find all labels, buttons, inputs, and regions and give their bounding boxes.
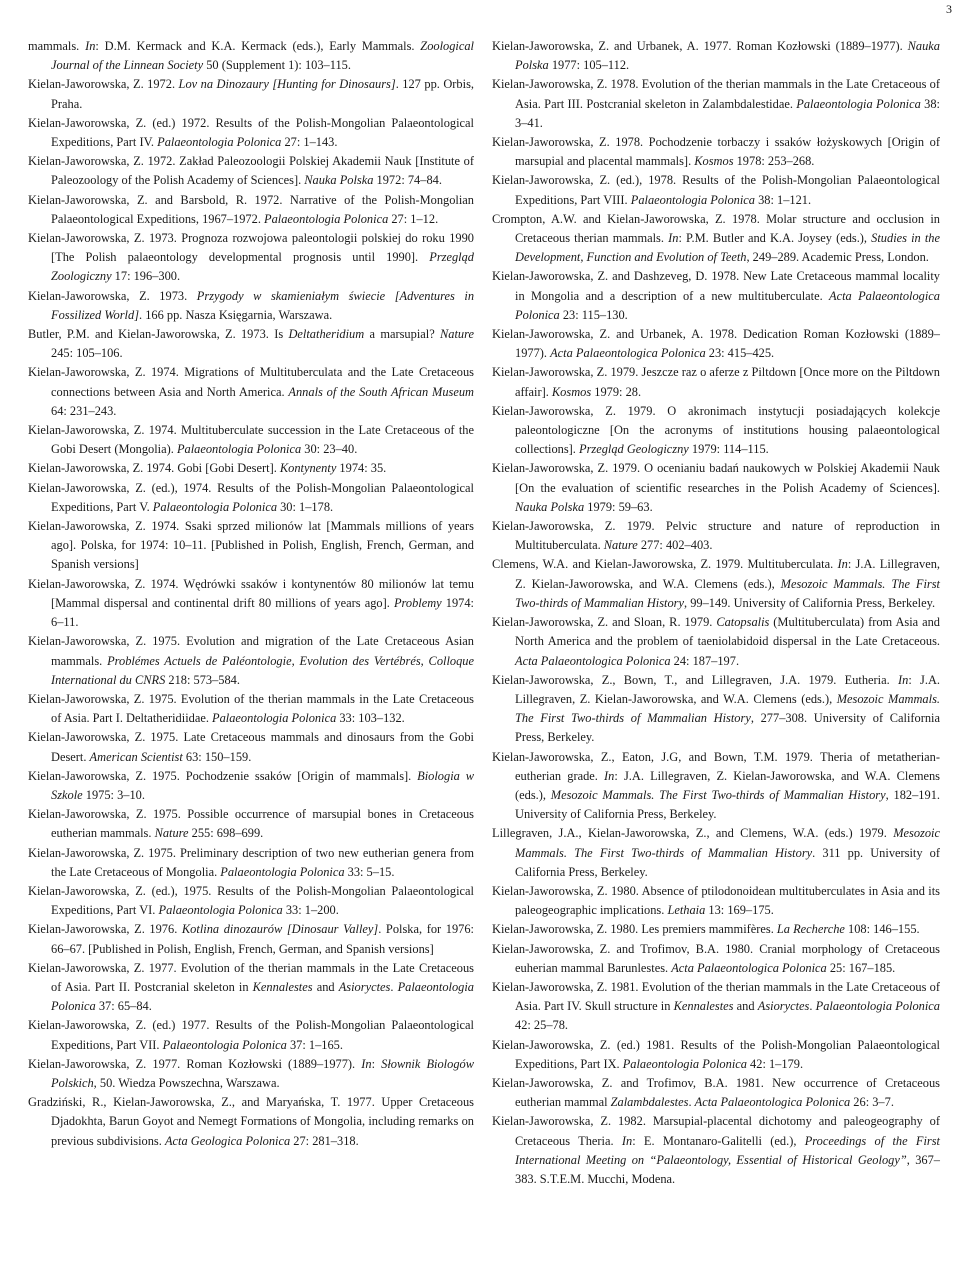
- reference-text: Kielan-Jaworowska, Z. (ed.), 1974. Results of the Polish-Mongolian Palaeontological Expeditions, Part V.: [28, 480, 474, 514]
- reference-text: 25: 167–185.: [826, 960, 896, 975]
- reference-text: Kielan-Jaworowska, Z. and Trofimov, B.A. 1980. Cranial morphology of Cretaceous euherian mammal Barunlestes.: [492, 941, 940, 975]
- reference-italic-text: Mesozoic Mammals. The First Two-thirds of Mammalian History: [515, 576, 940, 610]
- reference-italic-text: Zoological Journal of the Linnean Society: [51, 39, 474, 73]
- reference-italic-text: Asioryctes: [338, 979, 391, 994]
- reference-text: mammals.: [28, 39, 86, 53]
- reference-italic-text: Palaeontologia Polonica: [220, 864, 345, 879]
- reference-entry: [28, 805, 474, 843]
- reference-text: Kielan-Jaworowska, Z. 1978. Evolution of the therian mammals in the Late Cretaceous of Asia. Part III. Postcranial skeleton in Zalambdalestidae.: [492, 77, 940, 111]
- reference-italic-text: Palaeontologia Polonica: [630, 192, 755, 207]
- reference-text: Kielan-Jaworowska, Z. 1972.: [28, 77, 179, 92]
- reference-entry: [28, 152, 474, 190]
- reference-entry: [492, 1074, 940, 1112]
- reference-entry: [492, 210, 940, 268]
- reference-text: 37: 1–165.: [286, 1037, 343, 1052]
- reference-text: 30: 1–178.: [277, 499, 334, 514]
- reference-text: 1978: 253–268.: [733, 154, 815, 169]
- reference-entry: [492, 1112, 940, 1189]
- reference-text: 38: 1–121.: [754, 192, 812, 207]
- reference-text: 27: 281–318.: [290, 1133, 359, 1148]
- reference-text: Kielan-Jaworowska, Z. 1976.: [28, 922, 182, 937]
- reference-text: .: [390, 979, 398, 994]
- reference-italic-text: In: [604, 768, 615, 783]
- reference-italic-text: Palaeontologia Polonica: [162, 1037, 287, 1052]
- reference-text: 1975: 3–10.: [82, 787, 145, 802]
- reference-entry: [492, 517, 940, 555]
- reference-text: 1972: 74–84.: [373, 173, 442, 188]
- reference-text: . Polska, for 1976: 66–67. [Published in Polish, English, French, German, and Spanish versions]: [51, 922, 474, 956]
- page-number: 3: [946, 2, 952, 16]
- reference-text: 50 (Supplement 1): 103–115.: [203, 58, 351, 73]
- reference-text: . 311 pp. University of California Press, Berkeley.: [515, 845, 940, 879]
- reference-italic-text: Proceedings of the First International Meeting on “Palaeontology, Essential of Historical Geology”: [515, 1133, 940, 1167]
- reference-italic-text: Lov na Dinozaury [Hunting for Dinosaurs]: [178, 77, 396, 92]
- reference-italic-text: Acta Palaeontologica Polonica: [694, 1095, 851, 1110]
- reference-italic-text: Kontynenty: [279, 461, 337, 476]
- reference-text: Kielan-Jaworowska, Z. (ed.), 1975. Results of the Polish-Mongolian Palaeontological Expeditions, Part VI.: [28, 883, 474, 918]
- reference-text: 255: 698–699.: [188, 826, 264, 841]
- reference-italic-text: Przegląd Geologiczny: [579, 442, 689, 457]
- reference-entry: [28, 920, 474, 958]
- reference-text: . 127 pp. Orbis, Praha.: [51, 77, 474, 111]
- reference-italic-text: La Recherche: [776, 922, 845, 937]
- reference-text: Kielan-Jaworowska, Z. (ed.) 1977. Results of the Polish-Mongolian Palaeontological Expeditions, Part VII.: [28, 1018, 474, 1052]
- reference-text: : P.M. Butler and K.A. Joysey (eds.),: [678, 231, 872, 246]
- reference-column-left: [28, 37, 474, 1151]
- reference-text: Kielan-Jaworowska, Z. 1978. Pochodzenie torbaczy i ssaków łożyskowych [Origin of marsupial and placental mammals].: [492, 135, 940, 169]
- reference-text: Gradziński, R., Kielan-Jaworowska, Z., and Maryańska, T. 1977. Upper Cretaceous Djadokhta, Barun Goyot and Nemegt Formations of Mongolia, including remarks on previous subdivisions.: [28, 1095, 474, 1148]
- reference-italic-text: In: [621, 1133, 633, 1148]
- reference-entry: [492, 978, 940, 1036]
- reference-text: Clemens, W.A. and Kielan-Jaworowska, Z. 1979. Multituberculata.: [492, 557, 838, 572]
- reference-text: .: [688, 1095, 695, 1110]
- reference-italic-text: Palaeontologia Polonica: [815, 999, 940, 1014]
- reference-text: Kielan-Jaworowska, Z. 1974. Migrations of Multituberculata and the Late Cretaceous connections between Asia and North America.: [28, 365, 474, 399]
- reference-italic-text: Palaeontologia Polonica: [264, 211, 389, 226]
- reference-text: 33: 5–15.: [344, 864, 395, 879]
- reference-text: Kielan-Jaworowska, Z. 1973. Prognoza rozwojowa paleontologii polskiej do roku 1990 [The Polish palaeontology developmental prognosis until 1990].: [28, 231, 474, 265]
- reference-text: Kielan-Jaworowska, Z. 1977. Roman Kozłowski (1889–1977).: [28, 1056, 362, 1071]
- reference-text: : J.A. Lillegraven, Z. Kielan-Jaworowska, and W.A. Clemens (eds.),: [515, 557, 940, 591]
- reference-text: Kielan-Jaworowska, Z. 1975. Pochodzenie ssaków [Origin of mammals].: [28, 768, 418, 783]
- reference-italic-text: Biologia w Szkole: [51, 768, 474, 802]
- reference-text: Kielan-Jaworowska, Z. 1977. Evolution of the therian mammals in the Late Cretaceous of Asia. Part II. Postcranial skeleton in: [28, 960, 474, 994]
- reference-text: 37: 65–84.: [95, 999, 152, 1014]
- reference-entry: [28, 363, 474, 421]
- reference-italic-text: Annals of the South African Museum: [288, 384, 474, 399]
- reference-text: Kielan-Jaworowska, Z. and Trofimov, B.A. 1981. New occurrence of Cretaceous eutherian mammal: [492, 1075, 940, 1110]
- reference-entry: [28, 421, 474, 459]
- reference-entry: [28, 959, 474, 1017]
- reference-text: 108: 146–155.: [844, 922, 920, 937]
- reference-entry: [28, 1055, 474, 1093]
- reference-italic-text: Mesozoic Mammals. The First Two-thirds of Mammalian History: [550, 787, 886, 802]
- reference-italic-text: In: [85, 39, 96, 53]
- reference-text: 218: 573–584.: [165, 672, 240, 687]
- reference-italic-text: In: [897, 672, 909, 687]
- reference-italic-text: Nauka Polska: [304, 173, 374, 188]
- reference-text: (Multituberculata) from Asia and North America and the problem of taeniolabidoid dispersal in the Late Cretaceous.: [515, 615, 940, 649]
- reference-text: 24: 187–197.: [670, 653, 740, 668]
- reference-entry: [28, 632, 474, 690]
- reference-entry: [492, 37, 940, 75]
- reference-text: Kielan-Jaworowska, Z. and Barsbold, R. 1972. Narrative of the Polish-Mongolian Palaeontological Expeditions, 1967–1972.: [28, 192, 474, 226]
- reference-entry: [492, 325, 940, 363]
- reference-text: : J.A. Lillegraven, Z. Kielan-Jaworowska, and W.A. Clemens (eds.),: [515, 672, 940, 706]
- reference-entry: [28, 882, 474, 920]
- reference-text: 1974: 35.: [336, 461, 387, 476]
- reference-italic-text: Problemy: [393, 595, 442, 610]
- reference-text: 33: 1–200.: [282, 903, 339, 918]
- reference-entry: [28, 1093, 474, 1151]
- reference-entry: [492, 555, 940, 613]
- reference-text: 277: 402–403.: [637, 538, 713, 553]
- reference-entry: [28, 517, 474, 575]
- reference-text: :: [371, 1056, 382, 1071]
- reference-text: 42: 1–179.: [746, 1056, 804, 1071]
- reference-italic-text: Problémes Actuels de Paléontologie, Evolution des Vertébrés, Colloque International du CNRS: [51, 653, 474, 687]
- reference-text: : D.M. Kermack and K.A. Kermack (eds.), Early Mammals.: [95, 39, 421, 53]
- reference-italic-text: Mesozoic Mammals. The First Two-thirds of Mammalian History: [515, 691, 940, 726]
- reference-entry: [28, 191, 474, 229]
- reference-text: 1979: 59–63.: [584, 499, 653, 514]
- reference-entry: [492, 882, 940, 920]
- reference-text: Kielan-Jaworowska, Z. 1975. Possible occurrence of marsupial bones in Cretaceous eutherian mammals.: [28, 807, 474, 841]
- reference-italic-text: In: [361, 1056, 372, 1071]
- reference-italic-text: Nauka Polska: [515, 39, 940, 73]
- reference-text: and: [733, 999, 758, 1014]
- reference-text: Kielan-Jaworowska, Z. (ed.), 1978. Results of the Polish-Mongolian Palaeontological Expeditions, Part VIII.: [492, 173, 940, 207]
- reference-text: Kielan-Jaworowska, Z. 1974. Ssaki sprzed milionów lat [Mammals millions of years ago]. Polska, for 1974: 10–11. [Published in Polish, English, French, German, and Spanish versions]: [28, 519, 474, 572]
- reference-italic-text: Lethaia: [667, 903, 706, 918]
- reference-column-right: [492, 37, 940, 1189]
- reference-text: Kielan-Jaworowska, Z. 1975. Preliminary description of two new eutherian genera from the Late Cretaceous of Mongolia.: [28, 845, 474, 879]
- reference-entry: [492, 171, 940, 209]
- reference-entry: [28, 287, 474, 325]
- reference-text: 13: 169–175.: [705, 903, 774, 918]
- reference-entry: [28, 690, 474, 728]
- reference-italic-text: Nauka Polska: [515, 499, 585, 514]
- reference-italic-text: Słownik Biologów Polskich: [51, 1056, 474, 1090]
- reference-text: Kielan-Jaworowska, Z. 1979. O akronimach instytucji posiadających kolekcje paleontologiczne [On the acronyms of institutions housing palaeontological collections].: [492, 403, 940, 457]
- reference-italic-text: Nature: [603, 538, 638, 553]
- reference-text: Kielan-Jaworowska, Z. 1974. Multituberculate succession in the Late Cretaceous of the Gobi Desert (Mongolia).: [28, 423, 474, 457]
- reference-italic-text: Palaeontologia Polonica: [176, 442, 302, 457]
- reference-entry: [28, 229, 474, 287]
- reference-text: Kielan-Jaworowska, Z. 1974. Wędrówki ssaków i kontynentów 80 milionów lat temu [Mammal dispersal and continental drift 80 millions of years ago].: [28, 576, 474, 610]
- reference-text: 26: 3–7.: [850, 1095, 894, 1110]
- reference-italic-text: Zalambdalestes: [610, 1095, 689, 1110]
- reference-italic-text: Nature: [154, 826, 189, 841]
- reference-text: Kielan-Jaworowska, Z. 1973.: [28, 288, 197, 303]
- reference-entry: [492, 1036, 940, 1074]
- reference-text: Kielan-Jaworowska, Z. and Sloan, R. 1979.: [492, 615, 717, 630]
- reference-text: Kielan-Jaworowska, Z. 1980. Absence of ptilodonoidean multituberculates in Asia and its paleogeographic implications.: [492, 883, 940, 918]
- reference-entry: [492, 748, 940, 825]
- reference-italic-text: Palaeontologia Polonica: [212, 711, 337, 726]
- reference-italic-text: Palaeontologia Polonica: [157, 135, 282, 150]
- reference-italic-text: American Scientist: [89, 749, 183, 764]
- reference-text: , 99–149. University of California Press, Berkeley.: [684, 595, 936, 610]
- reference-text: 1979: 114–115.: [688, 442, 769, 457]
- reference-entry: [28, 479, 474, 517]
- reference-italic-text: Przygody w skamieniałym świecie [Adventures in Fossilized World]: [51, 288, 475, 322]
- reference-text: Kielan-Jaworowska, Z. 1975. Evolution of the therian mammals in the Late Cretaceous of Asia. Part I. Deltatheridiidae.: [28, 691, 474, 726]
- reference-entry: [492, 402, 940, 460]
- reference-italic-text: Kennalestes: [252, 979, 313, 994]
- reference-italic-text: Palaeontologia Polonica: [51, 979, 474, 1014]
- reference-italic-text: Deltatheridium: [288, 327, 365, 342]
- reference-text: 63: 150–159.: [182, 749, 252, 764]
- reference-italic-text: Acta Geologica Polonica: [164, 1133, 291, 1148]
- reference-italic-text: Acta Palaeontologica Polonica: [515, 288, 940, 322]
- reference-italic-text: Palaeontologia Polonica: [796, 96, 921, 111]
- reference-entry: [492, 459, 940, 517]
- reference-text: Kielan-Jaworowska, Z. and Urbanek, A. 1977. Roman Kozłowski (1889–1977).: [492, 39, 908, 53]
- reference-entry: [28, 37, 474, 75]
- reference-text: Lillegraven, J.A., Kielan-Jaworowska, Z., and Clemens, W.A. (eds.) 1979.: [492, 826, 894, 841]
- reference-entry: [492, 940, 940, 978]
- reference-text: Kielan-Jaworowska, Z. 1972. Zakład Paleozoologii Polskiej Akademii Nauk [Institute of Paleozoology of the Polish Academy of Sciences].: [28, 154, 474, 188]
- reference-text: Kielan-Jaworowska, Z. 1982. Marsupial-placental dichotomy and paleogeography of Cretaceous Theria.: [492, 1114, 940, 1148]
- reference-text: Kielan-Jaworowska, Z. 1975. Late Cretaceous mammals and dinosaurs from the Gobi Desert.: [28, 730, 474, 764]
- reference-italic-text: Mesozoic Mammals. The First Two-thirds of Mammalian History: [515, 826, 940, 860]
- reference-entry: [492, 824, 940, 882]
- reference-entry: [492, 75, 940, 133]
- reference-text: Kielan-Jaworowska, Z. 1979. Pelvic structure and nature of reproduction in Multituberculata.: [492, 519, 940, 553]
- reference-text: , 249–289. Academic Press, London.: [746, 250, 929, 265]
- reference-text: 1977: 105–112.: [548, 58, 630, 73]
- reference-text: 33: 103–132.: [336, 711, 405, 726]
- reference-text: a marsupial?: [364, 327, 441, 342]
- reference-entry: [492, 613, 940, 671]
- reference-italic-text: Studies in the Development, Function and Evolution of Teeth: [515, 231, 940, 265]
- reference-italic-text: Kotlina dinozaurów [Dinosaur Valley]: [181, 922, 379, 937]
- reference-text: Kielan-Jaworowska, Z. (ed.) 1981. Results of the Polish-Mongolian Palaeontological Expeditions, Part IX.: [492, 1037, 940, 1071]
- reference-italic-text: Palaeontologia Polonica: [152, 499, 278, 514]
- reference-entry: [28, 75, 474, 113]
- reference-italic-text: Nature: [440, 327, 474, 342]
- reference-text: , 367–383. S.T.E.M. Mucchi, Modena.: [515, 1152, 940, 1186]
- reference-entry: [28, 767, 474, 805]
- reference-entry: [492, 133, 940, 171]
- reference-text: 17: 196–300.: [111, 269, 181, 284]
- reference-entry: [492, 267, 940, 325]
- reference-italic-text: In: [668, 231, 679, 246]
- reference-italic-text: Catopsalis: [716, 615, 770, 630]
- reference-entry: [28, 114, 474, 152]
- reference-text: 30: 23–40.: [301, 442, 358, 457]
- reference-italic-text: Acta Palaeontologica Polonica: [550, 346, 706, 361]
- reference-italic-text: Kosmos: [694, 154, 734, 169]
- reference-italic-text: Acta Palaeontologica Polonica: [671, 960, 827, 975]
- reference-entry: [492, 671, 940, 748]
- reference-text: Crompton, A.W. and Kielan-Jaworowska, Z. 1978. Molar structure and occlusion in Cretaceous therian mammals.: [492, 211, 940, 246]
- reference-entry: [28, 844, 474, 882]
- reference-entry: [28, 728, 474, 766]
- reference-text: Kielan-Jaworowska, Z. 1979. O ocenianiu badań naukowych w Polskiej Akademii Nauk [On the evaluation of scientific researches in the Polish Academy of Sciences].: [492, 461, 940, 495]
- reference-text: : J.A. Lillegraven, Z. Kielan-Jaworowska, and W.A. Clemens (eds.),: [515, 768, 940, 802]
- reference-text: Kielan-Jaworowska, Z. 1974. Gobi [Gobi Desert].: [28, 461, 280, 476]
- reference-text: Kielan-Jaworowska, Z., Bown, T., and Lillegraven, J.A. 1979. Eutheria.: [492, 672, 898, 687]
- reference-italic-text: Kosmos: [551, 384, 592, 399]
- reference-entry: [28, 575, 474, 633]
- reference-text: 245: 105–106.: [51, 346, 123, 361]
- reference-text: 42: 25–78.: [515, 1018, 569, 1033]
- reference-entry: [492, 363, 940, 401]
- reference-italic-text: Kennalestes: [673, 999, 734, 1014]
- reference-text: 27: 1–143.: [281, 135, 338, 150]
- reference-text: . 166 pp. Nasza Księgarnia, Warszawa.: [139, 307, 333, 322]
- reference-text: 38: 3–41.: [515, 96, 940, 130]
- reference-text: 23: 415–425.: [705, 346, 775, 361]
- reference-text: and: [312, 979, 339, 994]
- reference-text: 64: 231–243.: [51, 403, 117, 418]
- reference-italic-text: Palaeontologia Polonica: [622, 1056, 747, 1071]
- reference-text: , 50. Wiedza Powszechna, Warszawa.: [93, 1075, 280, 1090]
- reference-text: Kielan-Jaworowska, Z. (ed.) 1972. Results of the Polish-Mongolian Palaeontological Expeditions, Part IV.: [28, 115, 474, 150]
- reference-text: , 277–308. University of California Press, Berkeley.: [515, 711, 940, 745]
- reference-text: .: [809, 999, 816, 1014]
- reference-text: , 182–191. University of California Press, Berkeley.: [515, 787, 940, 822]
- reference-entry: [492, 920, 940, 939]
- reference-text: : E. Montanaro-Galitelli (ed.),: [632, 1133, 805, 1148]
- reference-text: Kielan-Jaworowska, Z. 1981. Evolution of the therian mammals in the Late Cretaceous of Asia. Part IV. Skull structure in: [492, 979, 940, 1014]
- reference-italic-text: Przegląd Zoologiczny: [51, 250, 474, 284]
- reference-entry: [28, 1016, 474, 1054]
- reference-text: 1974: 6–11.: [51, 595, 474, 630]
- reference-text: 27: 1–12.: [388, 211, 439, 226]
- reference-text: 23: 115–130.: [559, 307, 628, 322]
- reference-entry: [28, 325, 474, 363]
- reference-text: Kielan-Jaworowska, Z. 1980. Les premiers mammifères.: [492, 922, 777, 937]
- reference-text: Butler, P.M. and Kielan-Jaworowska, Z. 1973. Is: [28, 327, 289, 342]
- reference-text: Kielan-Jaworowska, Z. and Urbanek, A. 1978. Dedication Roman Kozłowski (1889–1977).: [492, 327, 940, 361]
- reference-italic-text: Acta Palaeontologica Polonica: [515, 653, 671, 668]
- reference-entry: [28, 459, 474, 478]
- reference-italic-text: Palaeontologia Polonica: [158, 903, 283, 918]
- reference-text: Kielan-Jaworowska, Z. 1975. Evolution and migration of the Late Cretaceous Asian mammals.: [28, 634, 474, 668]
- reference-italic-text: Asioryctes: [757, 999, 810, 1014]
- reference-text: Kielan-Jaworowska, Z., Eaton, J.G, and Bown, T.M. 1979. Theria of metatherian-eutherian grade.: [492, 749, 940, 783]
- reference-text: Kielan-Jaworowska, Z. 1979. Jeszcze raz o aferze z Piltdown [Once more on the Piltdown affair].: [492, 365, 940, 399]
- reference-text: 1979: 28.: [591, 384, 642, 399]
- reference-italic-text: In: [837, 557, 848, 572]
- reference-text: Kielan-Jaworowska, Z. and Dashzeveg, D. 1978. New Late Cretaceous mammal locality in Mongolia and a description of a new multituberculate.: [492, 269, 940, 303]
